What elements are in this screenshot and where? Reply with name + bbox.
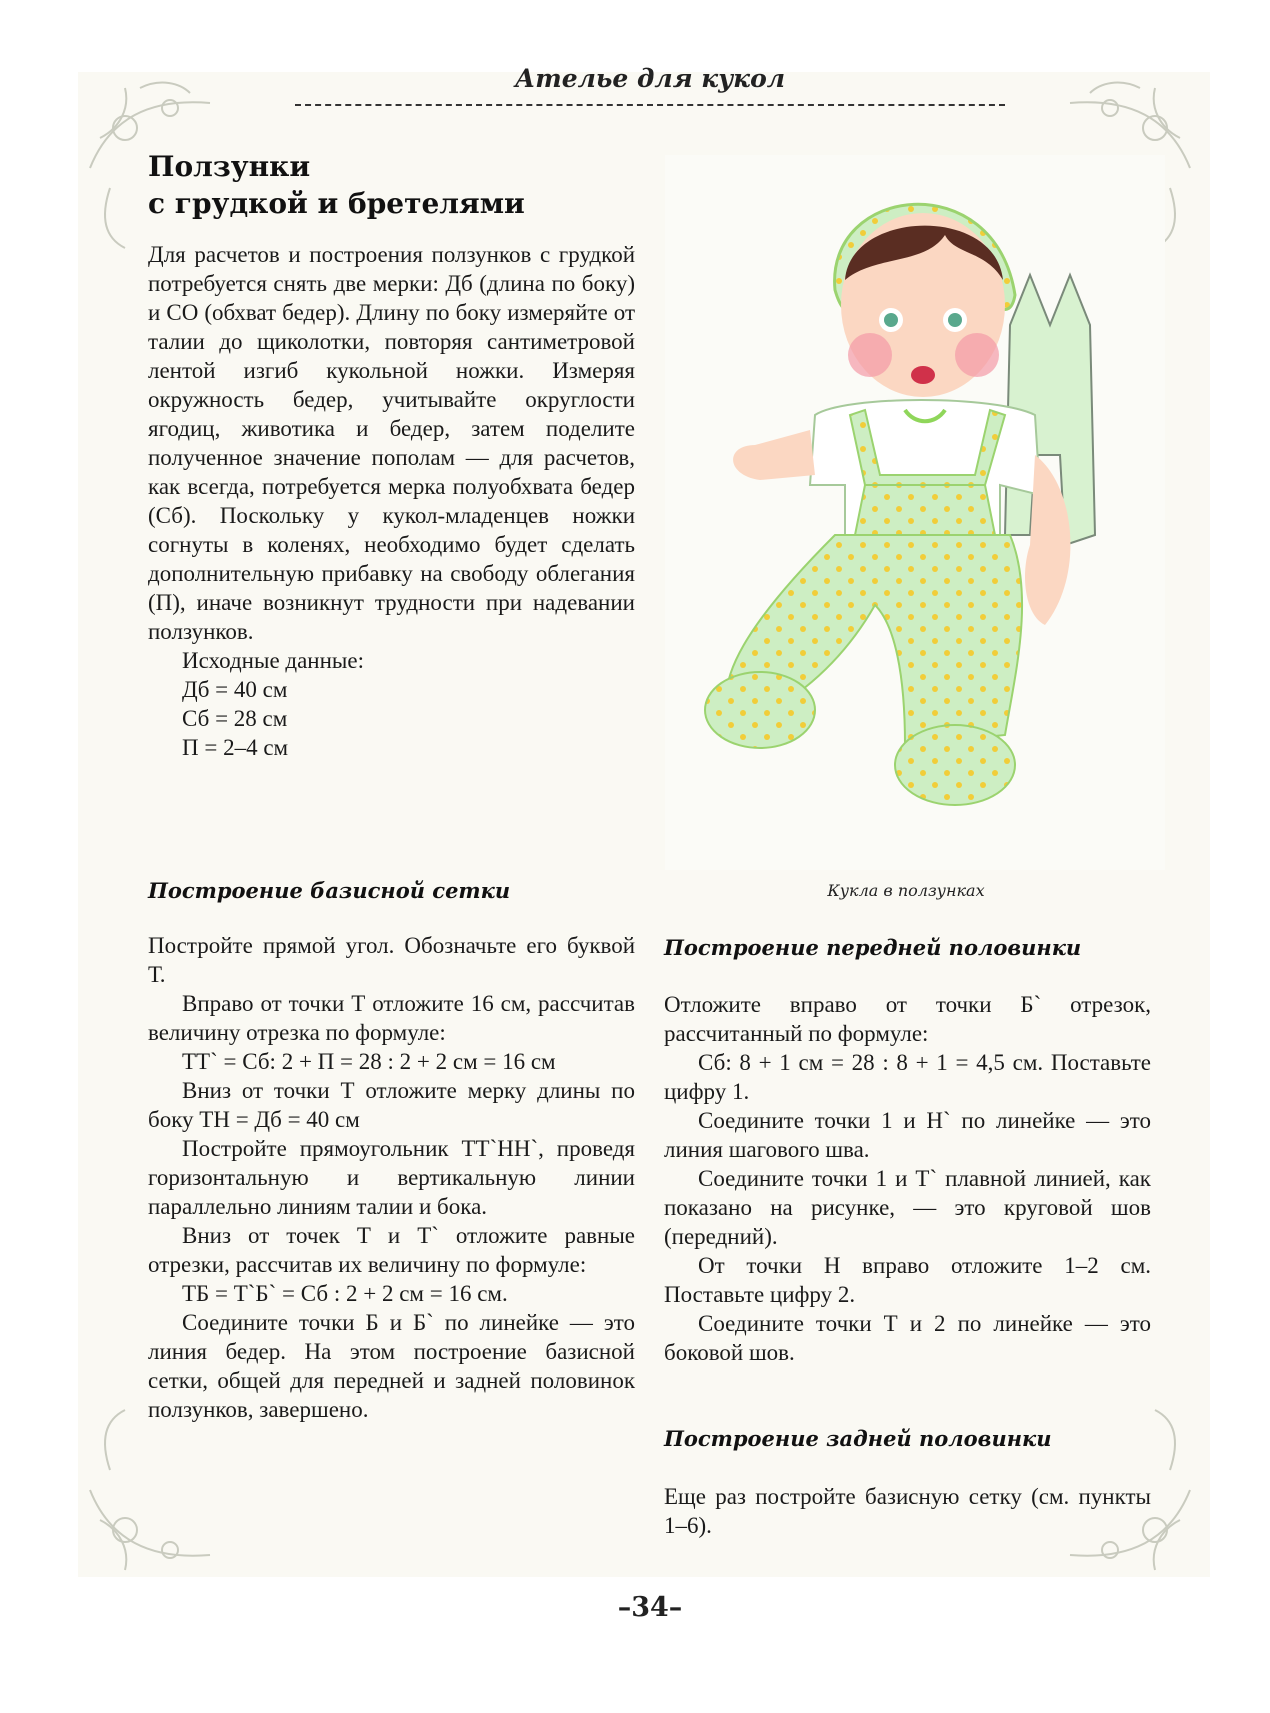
- paragraph: Вправо от точки Т отложите 16 см, рассчитав величину отрезка по формуле:: [148, 991, 635, 1045]
- section-back-text: [664, 1482, 1151, 1540]
- article-title: [148, 148, 525, 222]
- corner-ornament-bottom-left: [70, 1400, 270, 1600]
- paragraph: Еще раз постройте базисную сетку (см. пункты 1–6).: [664, 1484, 1151, 1538]
- section-heading-grid: Построение базисной сетки: [148, 878, 511, 903]
- formula: ТБ = Т`Б` = Сб : 2 + 2 см = 16 см.: [182, 1281, 508, 1306]
- paragraph: Вниз от точки Т отложите мерку длины по боку ТН = Дб = 40 см: [148, 1078, 635, 1132]
- title-line-1: Ползунки: [148, 150, 311, 183]
- header-divider: [295, 104, 1005, 106]
- intro-paragraph: Для расчетов и построения ползунков с грудкой потребуется снять две мерки: Дб (длина по боку) и СО (обхват бедер). Длину по боку измеряйте от талии до щиколотки, повторяя сантиметровой лентой изгиб кукольной ножки. Измеряя окружность бедер, учитывайте округлости ягодиц, животика и бедер, затем поделите полученное значение пополам — для расчетов, как всегда, потребуется мерка полуобхвата бедер (Сб). Поскольку у кукол-младенцев ножки согнуты в коленях, необходимо будет сделать дополнительную прибавку на свободу облегания (П), иначе возникнут трудности при надевании ползунков.: [148, 242, 635, 644]
- running-title: Ателье для кукол: [514, 64, 786, 93]
- section-grid-text: [148, 931, 635, 1424]
- figure-caption: Кукла в ползунках: [827, 881, 985, 900]
- data-line: Сб = 28 см: [182, 706, 288, 731]
- section-heading-front: Построение передней половинки: [664, 935, 1082, 960]
- formula: ТТ` = Сб: 2 + П = 28 : 2 + 2 см = 16 см: [182, 1049, 556, 1074]
- section-front-text: [664, 990, 1151, 1367]
- paragraph: Соедините точки Б и Б` по линейке — это линия бедер. На этом построение базисной сетки, общей для передней и задней половинок ползунков, завершено.: [148, 1310, 635, 1422]
- doll-illustration: [665, 155, 1165, 870]
- paragraph: Вниз от точек Т и Т` отложите равные отрезки, рассчитав их величину по формуле:: [148, 1223, 635, 1277]
- initial-data-heading: Исходные данные:: [182, 648, 364, 673]
- paragraph: От точки Н вправо отложите 1–2 см. Поставьте цифру 2.: [664, 1253, 1151, 1307]
- paragraph: Постройте прямоугольник ТТ`НН`, проведя горизонтальную и вертикальную линии параллельно линиям талии и бока.: [148, 1136, 635, 1219]
- paragraph: Соедините точки Т и 2 по линейке — это боковой шов.: [664, 1311, 1151, 1365]
- data-line: Дб = 40 см: [182, 677, 288, 702]
- paragraph: Соедините точки 1 и Т` плавной линией, как показано на рисунке, — это круговой шов (передний).: [664, 1166, 1151, 1249]
- data-line: П = 2–4 см: [182, 735, 289, 760]
- intro-column: [148, 240, 635, 762]
- title-line-2: с грудкой и бретелями: [148, 187, 525, 220]
- page-number: –34–: [617, 1592, 683, 1623]
- paragraph: Постройте прямой угол. Обозначьте его буквой Т.: [148, 933, 635, 987]
- paragraph: Соедините точки 1 и Н` по линейке — это линия шагового шва.: [664, 1108, 1151, 1162]
- section-heading-back: Построение задней половинки: [664, 1426, 1052, 1451]
- paragraph: Отложите вправо от точки Б` отрезок, рассчитанный по формуле:: [664, 992, 1151, 1046]
- formula: Сб: 8 + 1 см = 28 : 8 + 1 = 4,5 см. Поставьте цифру 1.: [664, 1050, 1151, 1104]
